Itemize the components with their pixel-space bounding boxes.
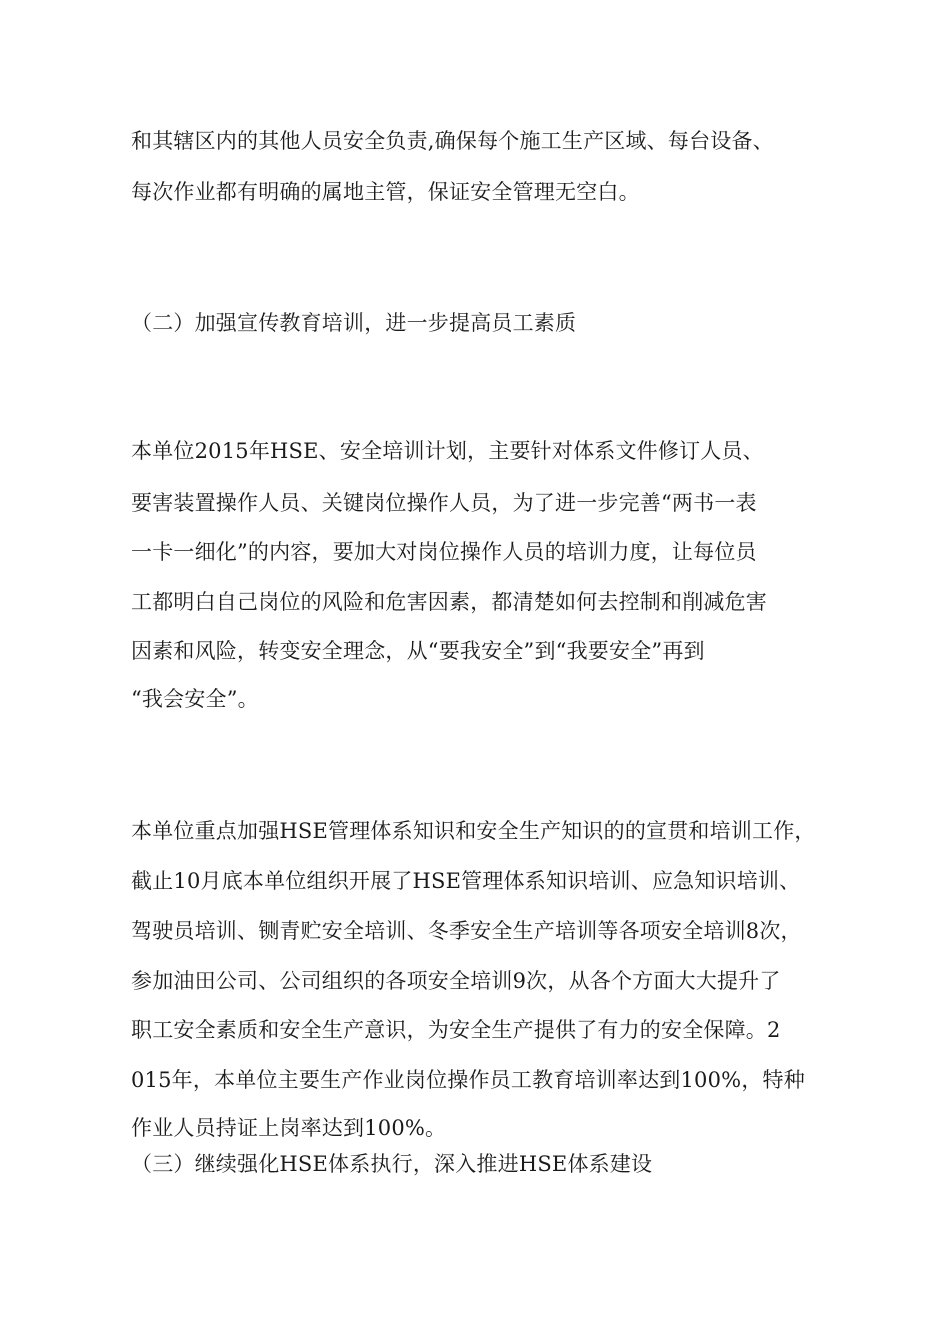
paragraph-3-line-6: 015年，本单位主要生产作业岗位操作员工教育培训率达到100%，特种 xyxy=(131,1068,805,1092)
paragraph-2-line-3: 一卡一细化”的内容，要加大对岗位操作人员的培训力度，让每位员 xyxy=(131,540,757,564)
section-heading-2: （二）加强宣传教育培训，进一步提高员工素质 xyxy=(131,311,577,335)
paragraph-2-line-1: 本单位2015年HSE、安全培训计划，主要针对体系文件修订人员、 xyxy=(131,439,764,463)
paragraph-3-line-5: 职工安全素质和安全生产意识，为安全生产提供了有力的安全保障。2 xyxy=(131,1018,781,1042)
paragraph-3-line-1: 本单位重点加强HSE管理体系知识和安全生产知识的的宣贯和培训工作， xyxy=(131,819,816,843)
paragraph-2-line-5: 因素和风险，转变安全理念，从“要我安全”到“我要安全”再到 xyxy=(131,639,705,663)
paragraph-3-line-4: 参加油田公司、公司组织的各项安全培训9次，从各个方面大大提升了 xyxy=(131,969,781,993)
paragraph-3-line-7: 作业人员持证上岗率达到100%。 xyxy=(131,1116,447,1140)
paragraph-1-line-1: 和其辖区内的其他人员安全负责,确保每个施工生产区域、每台设备、 xyxy=(131,129,774,153)
paragraph-3-line-3: 驾驶员培训、铡青贮安全培训、冬季安全生产培训等各项安全培训8次， xyxy=(131,919,802,943)
paragraph-2-line-4: 工都明白自己岗位的风险和危害因素，都清楚如何去控制和削减危害 xyxy=(131,590,767,614)
paragraph-1-line-2: 每次作业都有明确的属地主管，保证安全管理无空白。 xyxy=(131,180,640,204)
section-heading-3: （三）继续强化HSE体系执行，深入推进HSE体系建设 xyxy=(131,1152,653,1176)
paragraph-2-line-6: “我会安全”。 xyxy=(131,687,259,711)
paragraph-2-line-2: 要害装置操作人员、关键岗位操作人员，为了进一步完善“两书一表 xyxy=(131,491,757,515)
paragraph-3-line-2: 截止10月底本单位组织开展了HSE管理体系知识培训、应急知识培训、 xyxy=(131,869,801,893)
